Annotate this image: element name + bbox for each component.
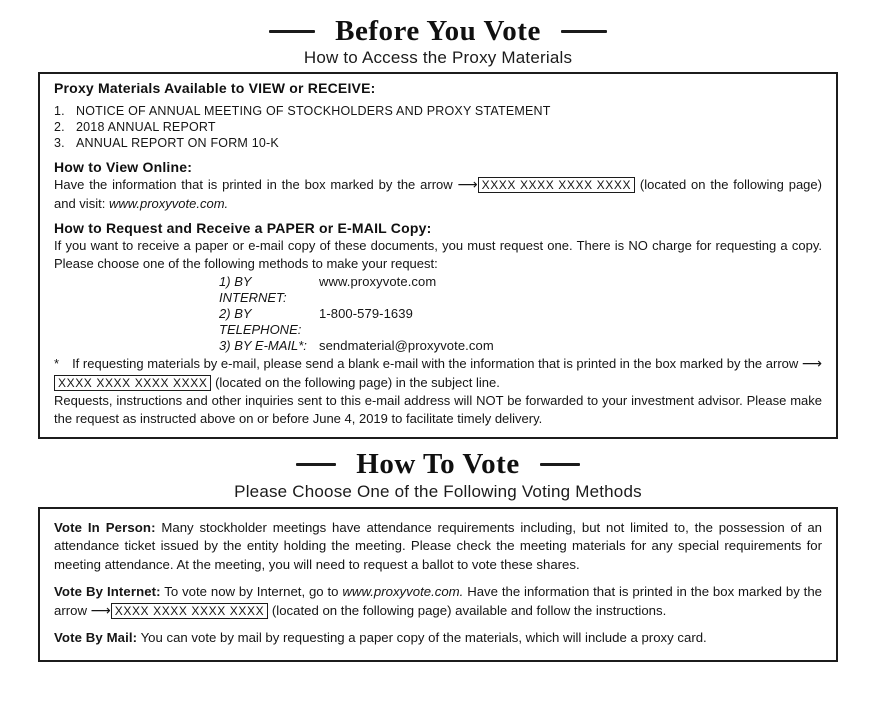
view-online-text: Have the information that is printed in the box marked by the arrow	[54, 177, 453, 193]
material-number: 3.	[54, 136, 65, 151]
method-name: BY TELEPHONE:	[219, 306, 302, 338]
control-number-box: XXXX XXXX XXXX XXXX	[54, 375, 211, 391]
material-number: 1.	[54, 104, 65, 119]
request-method-telephone	[219, 306, 822, 338]
material-item-2	[54, 119, 822, 135]
control-number-box: XXXX XXXX XXXX XXXX	[111, 603, 268, 619]
how-to-vote-subtitle: Please Choose One of the Following Voting Methods	[234, 481, 642, 501]
right-arrow-icon: ⟶	[90, 602, 111, 619]
proxy-materials-box	[38, 72, 838, 439]
vote-in-person-label: Vote In Person:	[54, 519, 156, 535]
method-name: BY E-MAIL*:	[234, 338, 307, 354]
method-value: www.proxyvote.com	[319, 274, 437, 290]
email-footnote	[54, 355, 822, 391]
view-online-heading: How to View Online:	[54, 159, 193, 176]
view-online-paragraph	[54, 176, 822, 212]
materials-heading: Proxy Materials Available to VIEW or RECEIVE:	[54, 80, 376, 97]
footnote-text-after: (located on the following page) in the subject line.	[215, 374, 500, 390]
title-dash-right	[540, 463, 580, 466]
title-dash-left	[296, 463, 336, 466]
voting-methods-box	[38, 507, 838, 662]
method-number: 1)	[219, 274, 231, 290]
view-online-text-after: (located on the following page) and visit:	[54, 177, 822, 211]
request-method-email	[219, 338, 822, 354]
right-arrow-icon: ⟶	[801, 356, 822, 373]
vote-by-internet-paragraph	[54, 583, 822, 620]
vote-by-internet-text-3: (located on the following page) available and follow the instructions.	[271, 602, 667, 618]
request-methods-list	[219, 274, 822, 354]
method-value: sendmaterial@proxyvote.com	[319, 338, 494, 354]
vote-by-mail-paragraph	[54, 629, 822, 648]
vote-by-internet-label: Vote By Internet:	[54, 584, 161, 600]
request-copy-intro: If you want to receive a paper or e-mail copy of these documents, you must request one. There is NO charge for requesting a copy. Please choose one of the following methods to make your request:	[54, 238, 822, 271]
material-label: NOTICE OF ANNUAL MEETING OF STOCKHOLDERS AND PROXY STATEMENT	[76, 104, 551, 119]
requests-note: Requests, instructions and other inquiries sent to this e-mail address will NOT be forwarded to your investment advisor. Please make the request as instructed above on or before June 4, 2019 to facilitate timely delivery.	[54, 393, 822, 426]
material-item-3	[54, 135, 822, 151]
material-label: ANNUAL REPORT ON FORM 10-K	[76, 136, 279, 151]
vote-by-internet-text: To vote now by Internet, go to	[164, 584, 339, 600]
method-label	[219, 306, 319, 338]
before-you-vote-subtitle: How to Access the Proxy Materials	[303, 48, 573, 68]
control-number-box: XXXX XXXX XXXX XXXX	[478, 177, 635, 193]
title-dash-left	[269, 30, 315, 33]
how-to-vote-title-row	[0, 449, 876, 479]
proxyvote-url: www.proxyvote.com.	[108, 195, 229, 211]
proxyvote-url: www.proxyvote.com.	[342, 584, 464, 600]
materials-list	[54, 103, 822, 151]
right-arrow-icon: ⟶	[457, 177, 478, 194]
before-you-vote-title: Before You Vote	[335, 15, 541, 47]
vote-in-person-text: Many stockholder meetings have attendance requirements including, but not limited to, the possession of an attendance ticket issued by the entity holding the meeting. Please check the meeting materials for any special requirements for meeting attendance. At the meeting, you will need to request a ballot to vote these shares.	[54, 519, 823, 572]
method-label	[219, 338, 319, 354]
before-you-vote-title-row	[0, 16, 876, 46]
title-dash-right	[561, 30, 607, 33]
request-method-internet	[219, 274, 822, 306]
vote-in-person-paragraph	[54, 519, 822, 575]
material-item-1	[54, 103, 822, 119]
vote-by-mail-text: You can vote by mail by requesting a paper copy of the materials, which will include a proxy card.	[140, 630, 707, 646]
material-label: 2018 ANNUAL REPORT	[76, 120, 216, 135]
method-name: BY INTERNET:	[219, 274, 287, 306]
vote-by-mail-label: Vote By Mail:	[54, 630, 138, 646]
request-copy-heading: How to Request and Receive a PAPER or E-MAIL Copy:	[54, 220, 432, 237]
method-number: 3)	[219, 338, 231, 354]
method-number: 2)	[219, 306, 231, 322]
vote-by-internet-text-2: Have the information that is printed in the box marked by the arrow	[54, 584, 823, 618]
material-number: 2.	[54, 120, 65, 135]
method-label	[219, 274, 319, 306]
method-value: 1-800-579-1639	[319, 306, 413, 322]
how-to-vote-title: How To Vote	[356, 448, 520, 481]
footnote-text: If requesting materials by e-mail, please send a blank e-mail with the information that is printed in the box marked by the arrow	[72, 356, 799, 372]
footnote-asterisk: *	[54, 356, 60, 372]
